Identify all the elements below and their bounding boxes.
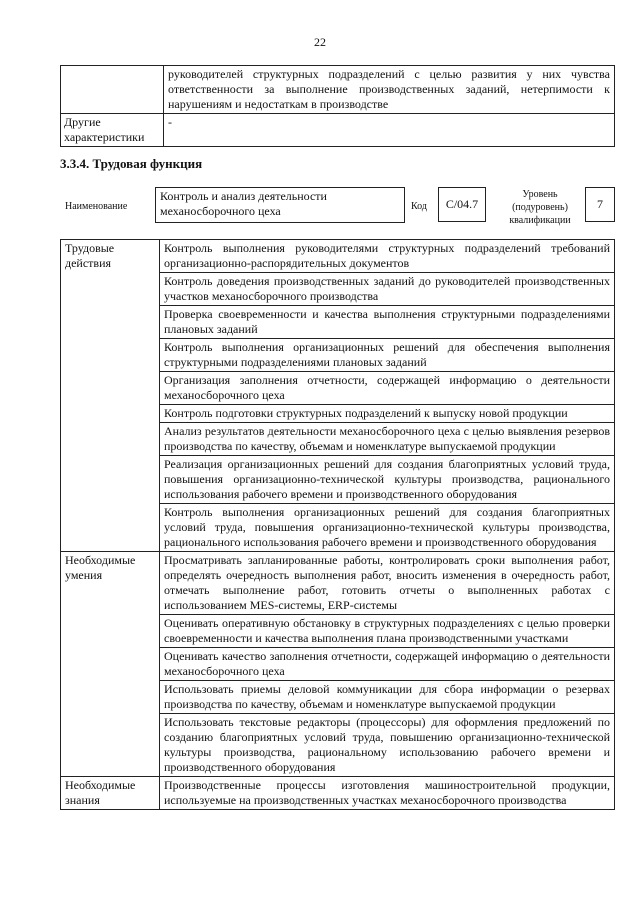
group-item: Оценивать качество заполнения отчетности, содержащей информацию о деятельности механосборочного цеха bbox=[160, 648, 615, 681]
function-name-box: Контроль и анализ деятельности механосборочного цеха bbox=[155, 187, 405, 223]
table-row bbox=[61, 240, 615, 273]
group-label: Необходимые знания bbox=[61, 777, 160, 810]
table-row bbox=[61, 552, 615, 615]
group-item: Производственные процессы изготовления машиностроительной продукции, используемые на производственных участках механосборочного производства bbox=[160, 777, 615, 810]
group-item: Оценивать оперативную обстановку в структурных подразделениях с целью проверки своевременности и качества выполнения плана производственными участками bbox=[160, 615, 615, 648]
group-label: Трудовые действия bbox=[61, 240, 160, 552]
group-item: Контроль доведения производственных заданий до руководителей производственных участков механосборочного производства bbox=[160, 273, 615, 306]
code-box: C/04.7 bbox=[438, 187, 486, 222]
group-item: Анализ результатов деятельности механосборочного цеха с целью выявления резервов производства по качеству, объемам и номенклатуре выпускаемой продукции bbox=[160, 423, 615, 456]
function-header bbox=[60, 187, 615, 227]
group-item: Использовать приемы деловой коммуникации для сбора информации о резервах производства по качеству, объемам и номенклатуре выпускаемой продукции bbox=[160, 681, 615, 714]
group-item: Контроль выполнения организационных решений для создания благоприятных условий труда, повышения организационно-технической культуры производства, рационального использования рабочего времени и производственного оборудования bbox=[160, 504, 615, 552]
table-row bbox=[61, 114, 615, 147]
row-text: - bbox=[164, 114, 615, 147]
group-item: Контроль выполнения руководителями структурных подразделений требований организационно-распорядительных документов bbox=[160, 240, 615, 273]
level-label: Уровень (подуровень) квалификации bbox=[509, 189, 571, 226]
row-label-other-characteristics: Другие характеристики bbox=[61, 114, 164, 147]
group-item: Использовать текстовые редакторы (процессоры) для оформления предложений по созданию благоприятных условий труда, повышению организационно-технической культуры производства, рациональному использованию рабочего времени и производственного оборудования bbox=[160, 714, 615, 777]
group-item: Контроль выполнения организационных решений для обеспечения выполнения структурными подразделениями плановых заданий bbox=[160, 339, 615, 372]
group-label: Необходимые умения bbox=[61, 552, 160, 777]
group-item: Организация заполнения отчетности, содержащей информацию о деятельности механосборочного цеха bbox=[160, 372, 615, 405]
group-item: Проверка своевременности и качества выполнения структурными подразделениями плановых заданий bbox=[160, 306, 615, 339]
previous-function-table bbox=[60, 65, 615, 147]
group-item: Реализация организационных решений для создания благоприятных условий труда, повышения организационно-технической культуры производства, рационального использования рабочего времени и производственного оборудования bbox=[160, 456, 615, 504]
table-row bbox=[61, 66, 615, 114]
code-label: Код bbox=[411, 201, 427, 212]
row-label bbox=[61, 66, 164, 114]
row-text: руководителей структурных подразделений с целью развития у них чувства ответственности за выполнение производственных заданий, нетерпимости к нарушениям и недостаткам в производстве bbox=[164, 66, 615, 114]
group-item: Просматривать запланированные работы, контролировать сроки выполнения работ, определять очередность выполнения работ, вносить изменения в очередность работ, отмечать выполнение работ, готовить отчеты о выполненных работах с использованием MES-системы, ERP-системы bbox=[160, 552, 615, 615]
name-label: Наименование bbox=[65, 201, 128, 212]
level-box: 7 bbox=[585, 187, 615, 222]
labor-function-table bbox=[60, 239, 615, 810]
group-item: Контроль подготовки структурных подразделений к выпуску новой продукции bbox=[160, 405, 615, 423]
page-number: 22 bbox=[314, 35, 326, 49]
section-heading: 3.3.4. Трудовая функция bbox=[60, 156, 203, 171]
table-row bbox=[61, 777, 615, 810]
